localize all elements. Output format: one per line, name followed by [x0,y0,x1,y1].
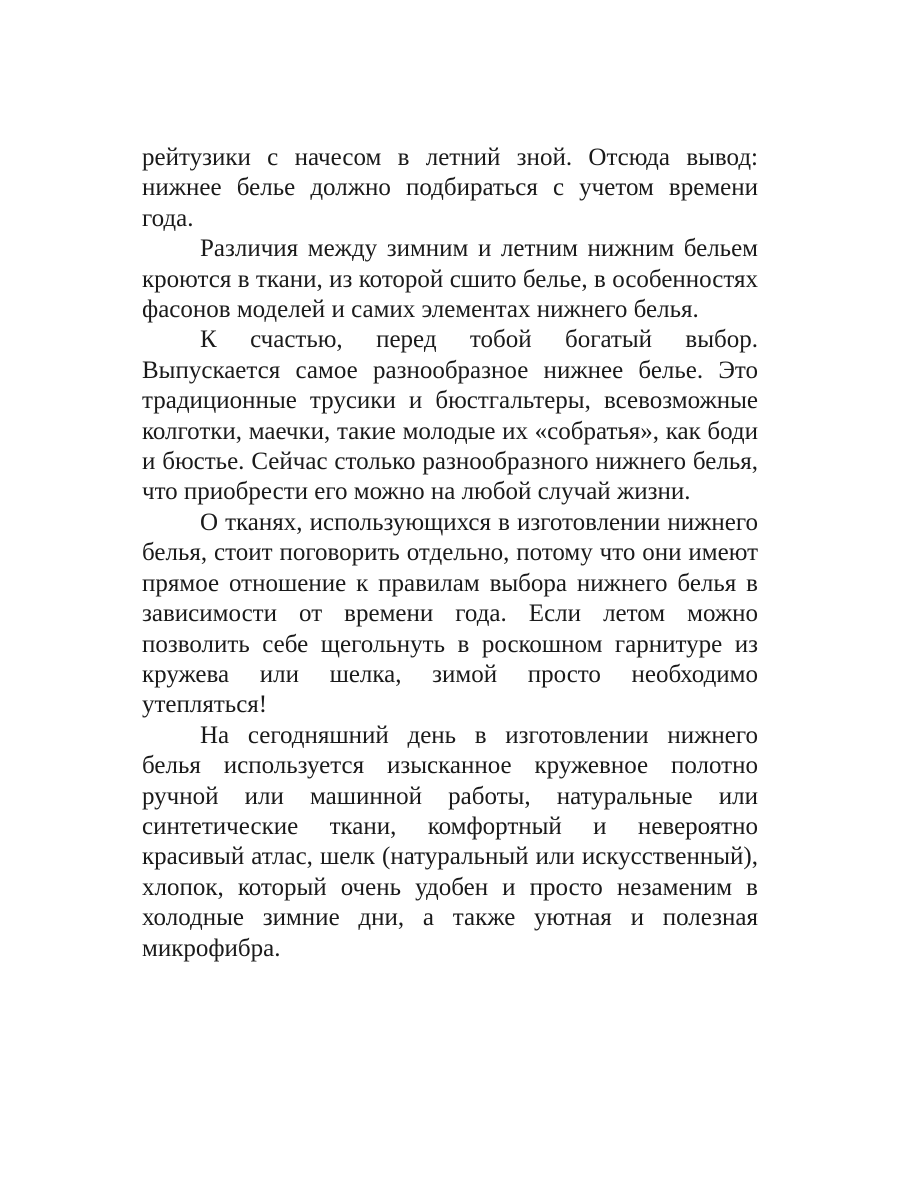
paragraph-fabric-differences: Различия между зимним и летним нижним бельем кроются в ткани, из которой сшито белье, в особенностях фасонов моделей и самих элементах нижнего белья. [142,235,758,324]
body-text [142,143,758,964]
paragraph-materials-list: На сегодняшний день в изготовлении нижнего белья используется изысканное кружевное полотно ручной или машинной работы, натуральные или синтетические ткани, комфортный и невероятно красивый атлас, шелк (натуральный или искусственный), хлопок, который очень удобен и просто незаменим в холодные зимние дни, а также уютная и полезная микрофибра. [142,721,758,962]
paragraph-continuation: рейтузики с начесом в летний зной. Отсюда вывод: нижнее белье должно подбираться с учетом времени года. [142,144,758,232]
paragraph-wide-choice: К счастью, перед тобой богатый выбор. Выпускается самое разнообразное нижнее белье. Это традиционные трусики и бюстгальтеры, всевозможные колготки, маечки, такие молодые их «собратья», как боди и бюстье. Сейчас столько разнообразного нижнего белья, что приобрести его можно на любой случай жизни. [142,326,758,506]
paragraph-about-fabrics: О тканях, использующихся в изготовлении нижнего белья, стоит поговорить отдельно, потому что они имеют прямое отношение к правилам выбора нижнего белья в зависимости от времени года. Если летом можно позволить себе щегольнуть в роскошном гарнитуре из кружева или шелка, зимой просто необходимо утепляться! [142,508,758,719]
